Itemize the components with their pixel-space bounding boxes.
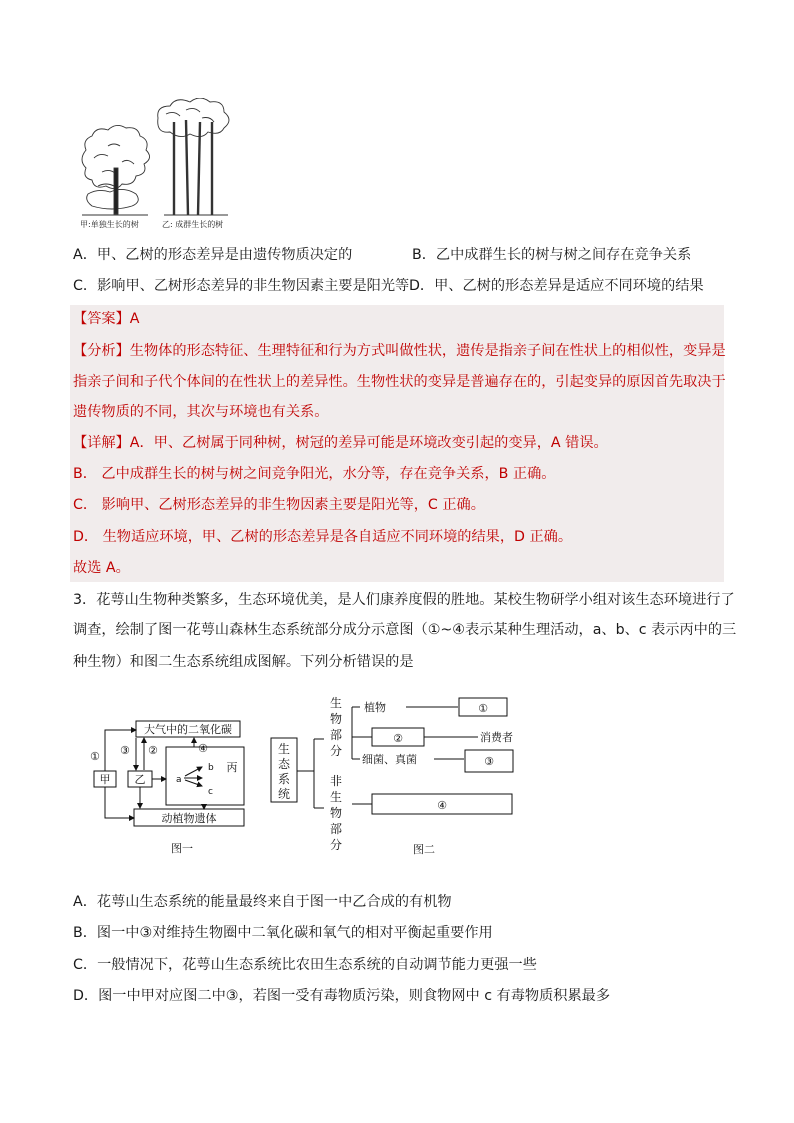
eco-char-3: 系	[277, 772, 291, 786]
figure1-diagram	[84, 712, 254, 862]
analysis-line-1	[73, 341, 726, 361]
analysis-text-1: 生物体的形态特征、生理特征和行为方式叫做性状，遗传是指亲子间在性状上的相似性，变异是	[129, 343, 726, 359]
bio-char-1: 生	[329, 696, 343, 710]
q2-option-b: B．乙中成群生长的树与树之间存在竞争关系	[412, 247, 692, 263]
trees-figure	[78, 98, 238, 230]
answer-value: A	[129, 311, 140, 327]
q3-option-a: A．花萼山生态系统的能量最终来自于图一中乙合成的有机物	[73, 894, 452, 910]
conclusion-line: 故选 A。	[73, 560, 130, 576]
process-4: ④	[198, 742, 208, 755]
plants-label: 植物	[364, 701, 386, 714]
bio-char-2: 物	[329, 712, 343, 726]
tree-label-single: 甲:单独生长的树	[80, 220, 139, 229]
q2-option-d: D．甲、乙树的形态差异是适应不同环境的结果	[409, 278, 704, 294]
abio-char-3: 物	[329, 806, 343, 820]
figure1-caption: 图一	[171, 842, 193, 855]
organism-c: c	[208, 787, 213, 797]
q3-stem-1: 3．花萼山生物种类繁多，生态环境优美，是人们康养度假的胜地。某校生物研学小组对该生态环境进行了	[73, 592, 735, 608]
group-trees-icon	[158, 98, 229, 215]
q3-option-b: B．图一中③对维持生物圈中二氧化碳和氧气的相对平衡起重要作用	[73, 925, 493, 941]
figure2-diagram	[268, 693, 528, 861]
abio-part-label	[330, 773, 342, 852]
analysis-line-2: 指亲子间和子代个体间的在性状上的差异性。生物性状的变异是普遍存在的，引起变异的原因首先取决于	[73, 374, 726, 390]
decomposers-label: 细菌、真菌	[362, 753, 417, 766]
box-3-label: ③	[484, 755, 494, 768]
eco-char-4: 统	[277, 787, 291, 801]
answer-line	[73, 309, 139, 329]
process-1: ①	[90, 750, 100, 763]
detail-tag: 【详解】	[73, 435, 130, 451]
q3-option-c: C．一般情况下，花萼山生态系统比农田生态系统的自动调节能力更强一些	[73, 957, 537, 973]
detail-line-b: B． 乙中成群生长的树与树之间竞争阳光，水分等，存在竞争关系，B 正确。	[73, 466, 556, 482]
analysis-tag: 【分析】	[73, 343, 130, 359]
abio-char-5: 分	[329, 838, 343, 852]
q3-stem-2: 调查，绘制了图一花萼山森林生态系统部分成分示意图（①~④表示某种生理活动，a、b、c 表示丙中的三	[73, 622, 737, 638]
process-2: ②	[148, 744, 158, 757]
tree-label-group: 乙: 成群生长的树	[162, 220, 224, 229]
bing-label: 丙	[226, 761, 238, 774]
detail-line-a	[73, 433, 608, 453]
process-3: ③	[120, 744, 130, 757]
bio-part-label	[330, 695, 342, 758]
organism-b: b	[208, 763, 214, 773]
co2-label: 大气中的二氧化碳	[144, 723, 232, 736]
eco-char-2: 态	[277, 757, 291, 771]
box-4-label: ④	[437, 799, 447, 812]
abio-char-4: 部	[329, 822, 343, 836]
detail-line-c: C． 影响甲、乙树形态差异的非生物因素主要是阳光等，C 正确。	[73, 497, 485, 513]
abio-char-2: 生	[329, 790, 343, 804]
detail-line-d: D． 生物适应环境，甲、乙树的形态差异是各自适应不同环境的结果，D 正确。	[73, 529, 573, 545]
q3-stem-3: 种生物）和图二生态系统组成图解。下列分析错误的是	[73, 654, 414, 670]
jia-label: 甲	[99, 773, 111, 786]
q2-option-a: A．甲、乙树的形态差异是由遗传物质决定的	[73, 247, 353, 263]
consumers-label: 消费者	[480, 731, 513, 744]
yi-label: 乙	[134, 773, 146, 786]
abio-char-1: 非	[329, 774, 343, 788]
answer-tag: 【答案】	[73, 311, 130, 327]
q2-option-c: C．影响甲、乙树形态差异的非生物因素主要是阳光等	[73, 278, 410, 294]
box-2-label: ②	[393, 732, 403, 745]
figure2-caption: 图二	[413, 843, 435, 856]
remains-label: 动植物遗体	[161, 812, 217, 825]
eco-char-1: 生	[277, 742, 291, 756]
trees-illustration	[78, 98, 238, 230]
bio-char-3: 部	[329, 728, 343, 742]
box-1-label: ①	[478, 702, 488, 715]
organism-a: a	[176, 775, 182, 785]
bio-char-4: 分	[329, 744, 343, 758]
q3-option-d: D．图一中甲对应图二中③，若图一受有毒物质污染，则食物网中 c 有毒物质积累最多	[73, 988, 611, 1004]
analysis-line-3: 遗传物质的不同，其次与环境也有关系。	[73, 404, 329, 420]
eco-vertical-label	[278, 741, 291, 801]
single-tree-icon	[82, 125, 150, 215]
detail-text-a: A．甲、乙树属于同种树，树冠的差异可能是环境改变引起的变异，A 错误。	[129, 435, 608, 451]
